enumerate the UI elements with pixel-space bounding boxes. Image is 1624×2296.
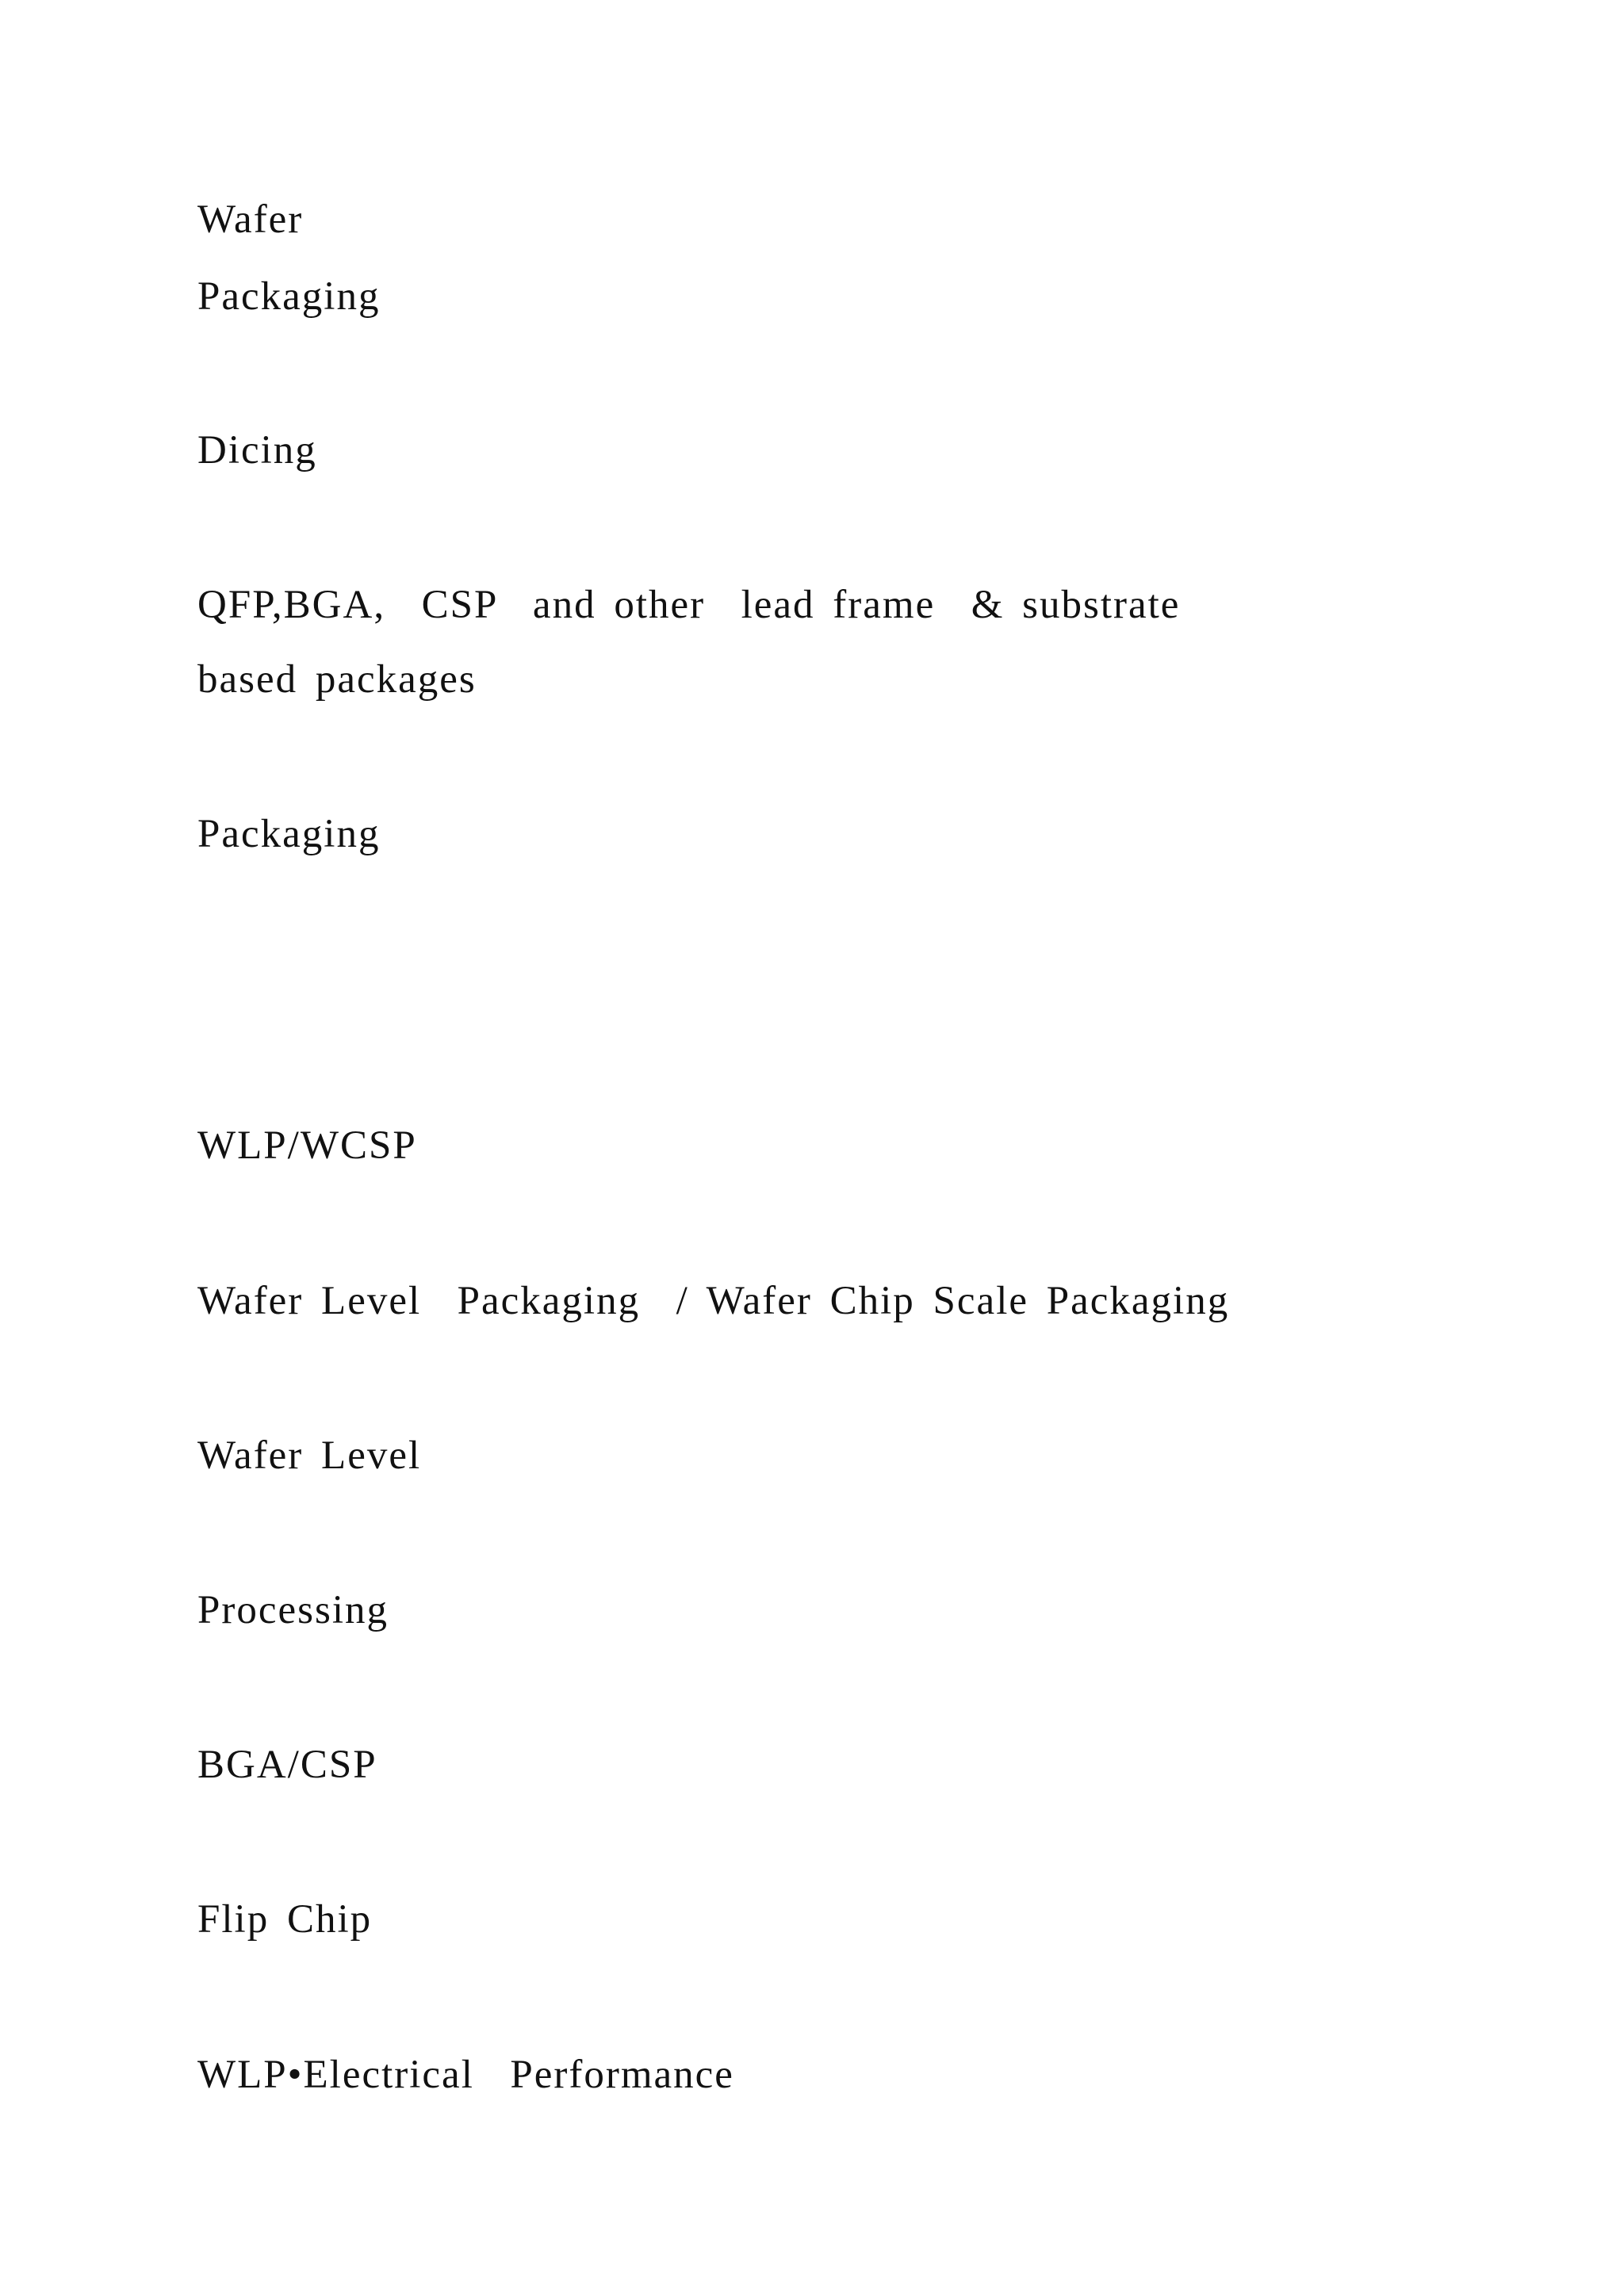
text-line-package-types: QFP,BGA, CSP and other lead frame & substrate bbox=[197, 583, 1181, 627]
text-line-wlp-electrical: WLP•Electrical Performance bbox=[197, 2053, 734, 2097]
text-line-wafer: Wafer bbox=[197, 197, 304, 242]
text-line-based-packages: based packages bbox=[197, 657, 477, 702]
text-line-wafer-level: Wafer Level bbox=[197, 1433, 422, 1478]
text-line-processing: Processing bbox=[197, 1588, 389, 1632]
text-line-packaging: Packaging bbox=[197, 274, 381, 319]
text-line-packaging-2: Packaging bbox=[197, 812, 381, 856]
text-line-flip-chip: Flip Chip bbox=[197, 1897, 373, 1942]
text-line-wlp-wcsp: WLP/WCSP bbox=[197, 1123, 417, 1168]
text-line-wlp-definition: Wafer Level Packaging / Wafer Chip Scale Packaging bbox=[197, 1279, 1230, 1323]
text-line-dicing: Dicing bbox=[197, 428, 317, 473]
text-line-bga-csp: BGA/CSP bbox=[197, 1743, 377, 1787]
